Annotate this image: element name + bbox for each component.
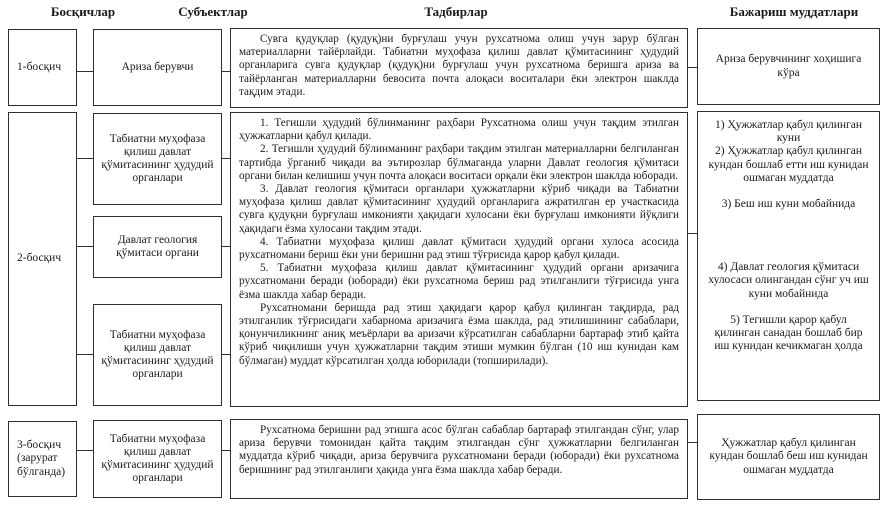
- actions-box-stage-2: [230, 112, 688, 407]
- connector-line: [222, 71, 230, 72]
- subject-box-nature-committee-2: Табиатни муҳофаза қилиш давлат қўмитасининг ҳудудий органлари: [93, 304, 222, 406]
- stage-box-3: 3-босқич (зарурат бўлганда): [8, 421, 77, 497]
- connector-line: [688, 442, 697, 443]
- stage-box-2: 2-босқич: [8, 112, 77, 406]
- action-paragraph: Рухсатнома беришни рад этишга асос бўлган сабаблар бартараф этилгандан сўнг, улар ариза берувчи томонидан қайта тақдим этилгандан сўнг ҳужжатларни белгиланган муддатда кўриб чиқади, ариза берувчига рухсатномани беради (юборади) ёки рухсатнома беришнинг рад этилганлиги ҳақида унга ёзма шаклда хабар беради.: [239, 424, 679, 476]
- deadline-item-5: 5) Тегишли қарор қабул қилинган санадан бошлаб бир иш кунидан кечикмаган ҳолда: [714, 313, 863, 353]
- deadline-box-stage-2: [697, 111, 880, 401]
- connector-line: [222, 246, 230, 247]
- connector-line: [688, 233, 697, 234]
- deadline-item-1: 1) Ҳужжатлар қабул қилинган куни: [715, 119, 862, 145]
- action-paragraph: Рухсатномани беришда рад этиш ҳақидаги қарор қабул қилинган тақдирда, рад этилганлик тўғрисидаги хабарнома аризачига ёзма шаклда, рад этилишининг сабаблари, қонунчиликнинг аниқ меъёрлари ва аризачи кўрсатилган сабабларни бартараф этиб қайта кўриб чиқилиши учун ҳужжатларни тақдим этиши мумкин бўлган (10 иш кунидан кам бўлмаган) муддат кўрсатилган ҳолда юборилади (топширилади).: [239, 301, 679, 367]
- connector-line: [77, 158, 93, 159]
- connector-line: [77, 246, 93, 247]
- deadline-item-3: 3) Беш иш куни мобайнида: [721, 198, 856, 211]
- stage-box-1: 1-босқич: [8, 29, 77, 106]
- column-header-stages: Босқичлар: [50, 4, 116, 19]
- connector-line: [77, 450, 93, 451]
- deadline-item-2: 2) Ҳужжатлар қабул қилинган кундан бошлаб етти иш кунидан ошмаган муддатда: [708, 145, 869, 184]
- actions-box-stage-3: [230, 419, 688, 499]
- connector-line: [77, 71, 93, 72]
- subject-box-nature-committee-1: Табиатни муҳофаза қилиш давлат қўмитасининг ҳудудий органлари: [93, 113, 222, 205]
- action-paragraph: 3. Давлат геология қўмитаси органлари ҳужжатларни кўриб чиқади ва Табиатни муҳофаза қилиш давлат қўмитасининг ҳудудий органларига ажратилган ер участкасида сувга қудуқни бурғулаш имконияти ҳақидаги хулосани ёки бурғулаш имконияти йўқлиги ҳақидаги ёзма хулосани тақдим этади.: [239, 183, 679, 235]
- action-paragraph: 1. Тегишли ҳудудий бўлинманинг раҳбари Рухсатнома олиш учун тақдим этилган ҳужжатларни қабул қилади.: [239, 117, 679, 143]
- subject-box-applicant: Ариза берувчи: [93, 29, 222, 106]
- deadline-item-4: 4) Давлат геология қўмитаси хулосаси олингандан сўнг уч иш куни мобайнида: [708, 261, 869, 300]
- action-paragraph: 4. Табиатни муҳофаза қилиш давлат қўмитаси ҳудудий органи хулоса асосида рухсатномани бериш ёки уни беришни рад этиш тўғрисида қарор қабул қилади.: [239, 235, 679, 262]
- column-header-deadlines: Бажариш муддатлари: [729, 4, 859, 19]
- action-paragraph: 5. Табиатни муҳофаза қилиш давлат қўмитасининг ҳудудий органи аризачига рухсатномани беради (юборади) ёки рухсатнома бериш рад этилганлиги тўғрисида унга ёзма шаклда хабар беради.: [239, 262, 679, 301]
- connector-line: [222, 158, 230, 159]
- column-header-actions: Тадбирлар: [424, 4, 488, 19]
- connector-line: [688, 67, 697, 68]
- connector-line: [77, 354, 93, 355]
- connector-line: [222, 354, 230, 355]
- actions-box-stage-1: [230, 28, 688, 108]
- subject-box-nature-committee-3: Табиатни муҳофаза қилиш давлат қўмитасининг ҳудудий органлари: [93, 420, 222, 498]
- deadline-box-stage-1: Ариза берувчининг хоҳишига кўра: [697, 28, 880, 105]
- connector-line: [222, 450, 230, 451]
- action-paragraph: Сувга қудуқлар (қудуқ)ни бурғулаш учун рухсатнома олиш учун зарур бўлган материалларни тайёрлайди. Табиатни муҳофаза қилиш давлат қўмитасининг ҳудудий органларига сувга қудуқлар (қудуқ)ни бурғулаш учун рухсатнома беришга ариза ва тайёрланган материалларни бевосита почта алоқаси воситалари ёки электрон шаклда тақдим этади.: [239, 33, 679, 98]
- subject-box-geology-committee: Давлат геология қўмитаси органи: [93, 216, 222, 278]
- column-header-subjects: Субъектлар: [178, 4, 248, 19]
- deadline-box-stage-3: Ҳужжатлар қабул қилинган кундан бошлаб беш иш кунидан ошмаган муддатда: [697, 414, 880, 500]
- action-paragraph: 2. Тегишли ҳудудий бўлинманинг раҳбари тақдим этилган материалларни белгиланган тартибда ўрганиб чиқади ва эътирозлар бўлмаганда уларни Давлат геология қўмитаси органи билан келишиш учун почта алоқаси воситаси орқали ёки электрон шаклда юборади.: [239, 143, 679, 182]
